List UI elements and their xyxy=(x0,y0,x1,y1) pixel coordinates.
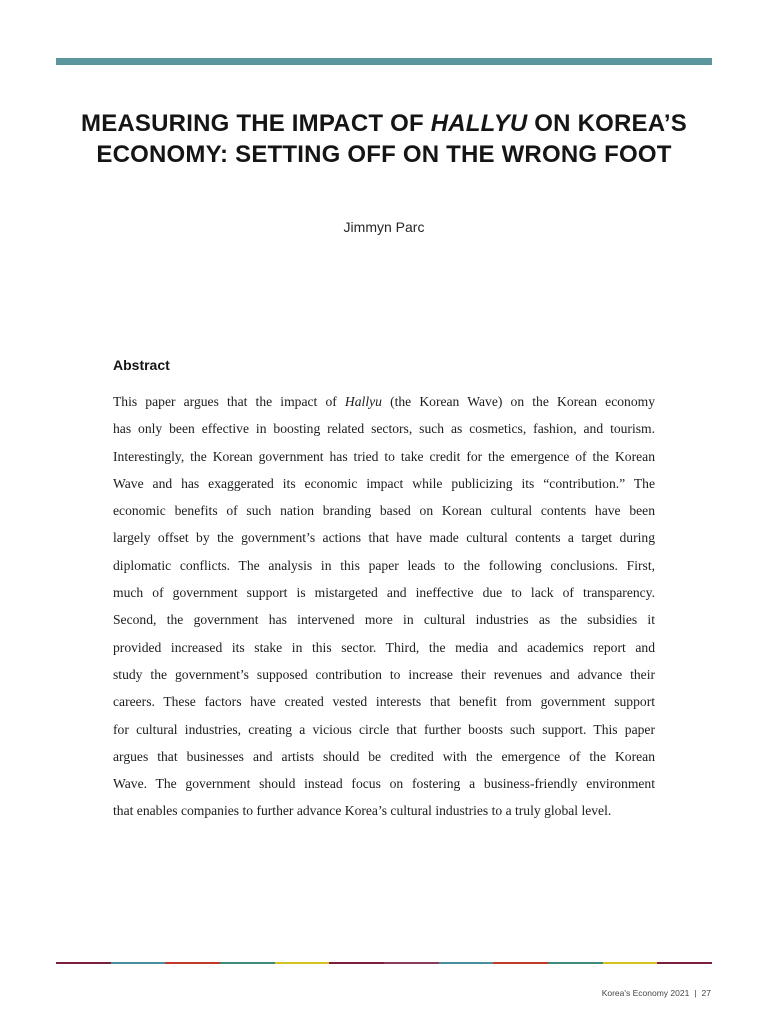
footer-rule-segment xyxy=(548,962,603,964)
footer-rule-segment xyxy=(439,962,494,964)
abstract-line: much of government support is mistargeted and ineffective due to lack of transparency. xyxy=(113,585,655,601)
abstract-line: diplomatic conflicts. The analysis in this paper leads to the following conclusions. First, xyxy=(113,557,655,573)
footer-color-rule xyxy=(56,962,712,964)
abstract-line: economic benefits of such nation branding based on Korean cultural contents have been xyxy=(113,503,655,519)
footer-rule-segment xyxy=(111,962,166,964)
abstract-line: for cultural industries, creating a vicious circle that further boosts such support. This paper xyxy=(113,721,655,737)
abstract-line: Second, the government has intervened more in cultural industries as the subsidies it xyxy=(113,612,655,628)
author-name: Jimmyn Parc xyxy=(343,219,425,235)
footer-rule-segment xyxy=(329,962,384,964)
abstract-line: largely offset by the government’s actions that have made cultural contents a target during xyxy=(113,530,655,546)
abstract-heading: Abstract xyxy=(113,357,170,373)
abstract-line: has only been effective in boosting related sectors, such as cosmetics, fashion, and tourism. xyxy=(113,421,655,437)
abstract-line: Wave and has exaggerated its economic impact while publicizing its “contribution.” The xyxy=(113,475,655,491)
title-part-1: MEASURING THE IMPACT OF xyxy=(81,110,431,137)
footer-rule-segment xyxy=(384,962,439,964)
abstract-body xyxy=(113,388,655,825)
footer-rule-segment xyxy=(657,962,712,964)
abstract-intro: This paper argues that the impact of xyxy=(113,394,345,409)
footer-rule-segment xyxy=(56,962,111,964)
abstract-line: Wave. The government should instead focus on fostering a business-friendly environment xyxy=(113,776,655,792)
title-emphasis: HALLYU xyxy=(430,110,528,137)
publication-name: Korea's Economy 2021 xyxy=(601,988,690,998)
abstract-line: that enables companies to further advance Korea’s cultural industries to a truly global level. xyxy=(113,803,612,819)
abstract-line: careers. These factors have created vested interests that benefit from government support xyxy=(113,694,655,710)
footer-rule-segment xyxy=(493,962,548,964)
title-part-2: ON KOREA’S ECONOMY: SETTING OFF ON THE WRONG FOOT xyxy=(96,110,687,168)
footer-rule-segment xyxy=(220,962,275,964)
abstract-line: Interestingly, the Korean government has tried to take credit for the emergence of the Korean xyxy=(113,448,655,464)
footer-separator: | xyxy=(694,988,697,998)
abstract-line: provided increased its stake in this sector. Third, the media and academics report and xyxy=(113,639,655,655)
page-footer xyxy=(602,988,711,998)
abstract-line: study the government’s supposed contribution to increase their revenues and advance their xyxy=(113,666,655,682)
abstract-line xyxy=(113,388,655,415)
abstract-intro-emphasis: Hallyu xyxy=(344,394,382,409)
page-number: 27 xyxy=(701,988,711,998)
top-accent-rule xyxy=(56,58,712,65)
abstract-line: argues that businesses and artists should be credited with the emergence of the Korean xyxy=(113,748,655,764)
paper-title xyxy=(80,108,688,170)
abstract-line-text: (the Korean Wave) on the Korean economy xyxy=(381,394,655,409)
footer-rule-segment xyxy=(165,962,220,964)
footer-rule-segment xyxy=(603,962,658,964)
footer-rule-segment xyxy=(275,962,330,964)
